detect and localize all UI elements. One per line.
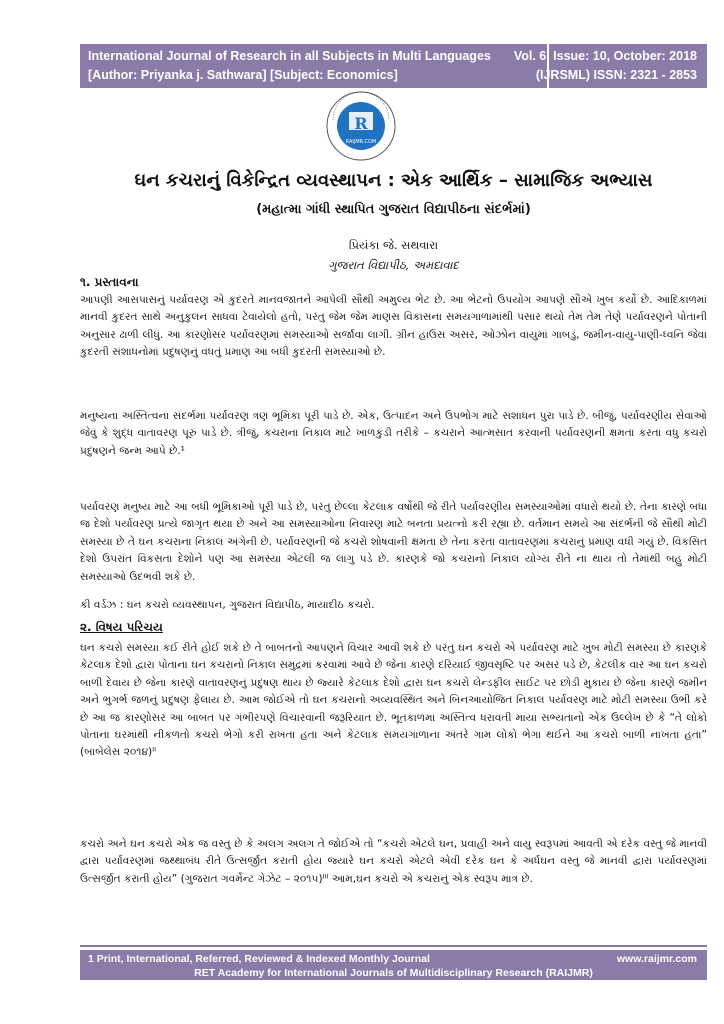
footer-page-journal: 1 Print, International, Referred, Reviewed & Indexed Monthly Journal xyxy=(88,953,430,965)
journal-header xyxy=(80,44,707,88)
paragraph-4: ઘન કચરો સમસ્યા કઈ રીતે હોઈ શકે છે તે બાબતનો આપણને વિચાર આવી શકે છે પરંતુ ઘન કચરો એ પર્યાવરણ માટે ખુબ મોટી સમસ્યા છે કારણકે કેટલાક દેશો દ્વારા પોતાના ઘન કચરાનો નિકાલ સમુદ્રમાં કરવામાં આવે છે જેના કારણે દરિયાઈ જીવસૃષ્ટિ પર અસર પડે છે, કેટલીક વાર આ ઘન કચરો બાળી દેવાય છે જેના કારણે વાતાવરણનું પ્રદુષણ થાય છે જ્યારે કેટલાક દેશો દ્વારા ઘન કચરો લેન્ડફીલ સાઈટ પર છોડી મુકાય છે જેના કારણે જમીન અને ભુગર્ભ જળનું પ્રદુષણ ફેલાય છે. આમ જોઈએ તો ઘન કચરાનો અવ્યવસ્થિત અને બિનઆયોજિત નિકાલ પર્યાવરણ માટે મોટી સમસ્યા ઉભી કરે છે આ જ કારણોસર આ બાબત પર ગંભીરપણે વિચારવાની જરૂરિયાત છે. ભૂતકાળમાં અસ્તિત્વ ધરાવતી માયા સભ્યતાનો એક ઉલ્લેખ છે કે “તે લોકો પોતાના ઘરમાંથી નીકળતો કચરો ભેગો કરી રાખતા હતા અને કેટલાક સમયગાળાના અંતરે ગામ લોકો ભેગા થઈને આ કચરો બાળી નાખતા હતા” (બાબેલેસ ૨૦૧૪)ᴵᴵ xyxy=(80,642,707,759)
logo-text: RAIJMR.COM xyxy=(345,139,377,145)
paragraph-5: કચરો અને ઘન કચરો એક જ વસ્તુ છે કે અલગ અલગ તે જોઈએ તો “કચરો એટલે ઘન, પ્રવાહી અને વાયુ સ્વરૂપમાં આવતી એ દરેક વસ્તુ જે માનવી દ્વારા પર્યાવરણમાં જથ્થાબંધ રીતે ઉત્સર્જીત કરાતી હોય જ્યારે ઘન કચરો એટલે એવી દરેક ઘન કે અર્ધઘન વસ્તુ જે માનવી દ્વારા પર્યાવરણમાં ઉત્સર્જીત કરાતી હોય” (ગુજરાત ગવર્મેન્ટ ગેઝેટ – ૨૦૧૫)ᴵᴵᴵ આમ,ઘન કચરો એ કચરાનું એક સ્વરૂપ માત્ર છે. xyxy=(80,838,707,885)
issn-info: (IJRSML) ISSN: 2321 - 2853 xyxy=(535,68,697,82)
journal-footer xyxy=(80,950,707,980)
svg-text:R: R xyxy=(354,114,368,133)
section-heading-topic-label: ૨. વિષય પરિચય xyxy=(80,620,163,634)
paragraph-3: પર્યાવરણ મનુષ્ય માટે આ બધી ભૂમિકાઓ પૂરી પાડે છે, પરંતુ છેલ્લા કેટલાક વર્ષોથી જે રીતે પર્યાવરણીય સમસ્યાઓમાં વધારો થયો છે. તેના કારણે બધા જ દેશો પર્યાવરણ પ્રત્યે જાગૃત થયા છે અને આ સમસ્યાઓના નિવારણ માટે બનતા પ્રયત્નો કરી રહ્યા છે. વર્તમાન સમયે આ સંદર્ભની જે સૌથી મોટી સમસ્યા છે તે ઘન કચરાના નિકાલ અંગેની છે. પર્યાવરણની જે કચરો શોષવાની ક્ષમતા છે તેના કરતા વાતાવરણમાં કચરાનું પ્રમાણ વધી ગયું છે. વિકસિત દેશો ઉપરાંત વિકસતા દેશોને પણ આ સમસ્યા એટલી જ લાગુ પડે છે. કારણકે જો કચરાનો નિકાલ યોગ્ય રીતે ના થાય તો તેમાંથી બહુ મોટી સમસ્યાઓ ઉદભવી શકે છે. xyxy=(80,501,707,583)
paper-subtitle: (મહાત્મા ગાંધી સ્થાપિત ગુજરાત વિદ્યાપીઠના સંદર્ભમાં) xyxy=(256,202,531,217)
raijmr-logo xyxy=(325,90,397,162)
section-heading-introduction: ૧. પ્રસ્તાવના xyxy=(80,275,139,289)
section-heading-topic xyxy=(80,620,163,635)
author-name: પ્રિયંકા જે. સથવારા xyxy=(348,238,439,252)
paragraph-1: આપણી આસપાસનું પર્યાવરણ એ કુદરતે માનવજાતને આપેલી સૌથી અમુલ્ય ભેટ છે. આ ભેટનો ઉપયોગ આપણે સૌએ ખુબ કર્યો છે. આદિકાળમાં માનવી કુદરત સાથે અનુકુલન સાધવા ટેવાયેલો હતો, પરંતુ જેમ જેમ માણસ વિકાસના સમયગાળામાંથી પસાર થયો તેમ તેમ તેણે પર્યાવરણને પોતાની અનુસાર ઢાળી લીધું. આ કારણોસર પર્યાવરણમાં સમસ્યાઓ સર્જાવા લાગી. ગ્રીન હાઉસ અસર, ઓઝોન વાયુમાં ગાબડું, જમીન-વાયુ-પાણી-ધ્વનિ જેવા કુદરતી સંશાધનોમાં પ્રદુષણનું વધતું પ્રમાણ આ બધી કુદરતી સમસ્યાઓ છે. xyxy=(80,294,708,359)
journal-name: International Journal of Research in all Subjects in Multi Languages xyxy=(88,49,491,63)
volume-info: Vol. 6, Issue: 10, October: 2018 xyxy=(513,49,697,63)
paper-title: ઘન કચરાનું વિકેન્દ્રિત વ્યવસ્થાપન : એક આર્થિક – સામાજિક અભ્યાસ xyxy=(134,170,653,191)
footer-publisher: RET Academy for International Journals of Multidisciplinary Research (RAIJMR) xyxy=(194,967,593,979)
footer-website: www.raijmr.com xyxy=(616,953,697,965)
footer-rule xyxy=(80,945,707,947)
author-affiliation: ગુજરાત વિદ્યાપીઠ, અમદાવાદ xyxy=(328,258,459,272)
keywords: કી વર્ડઝ : ઘન કચરો વ્યવસ્થાપન, ગુજરાત વિદ્યાપીઠ, માયાદીઠ કચરો. xyxy=(80,599,375,611)
paragraph-2: મનુષ્યના અસ્તિત્વના સંદર્ભમાં પર્યાવરણ ત્રણ ભૂમિકા પૂરી પાડે છે. એક, ઉત્પાદન અને ઉપભોગ માટે સંશાધન પુરા પાડે છે. બીજું, પર્યાવરણીય સેવાઓ જેવું કે શુદ્ધ વાતાવરણ પૂરું પાડે છે. ત્રીજું, કચરાના નિકાલ માટે ખાળકુંડી તરીકે – કચરાને આત્મસાત કરવાની પર્યાવરણની ક્ષમતા કરતા વધુ કચરો પ્રદુષણને જન્મ આપે છે.¹ xyxy=(80,410,707,457)
article-meta: [Author: Priyanka j. Sathwara] [Subject: Economics] xyxy=(88,68,398,82)
